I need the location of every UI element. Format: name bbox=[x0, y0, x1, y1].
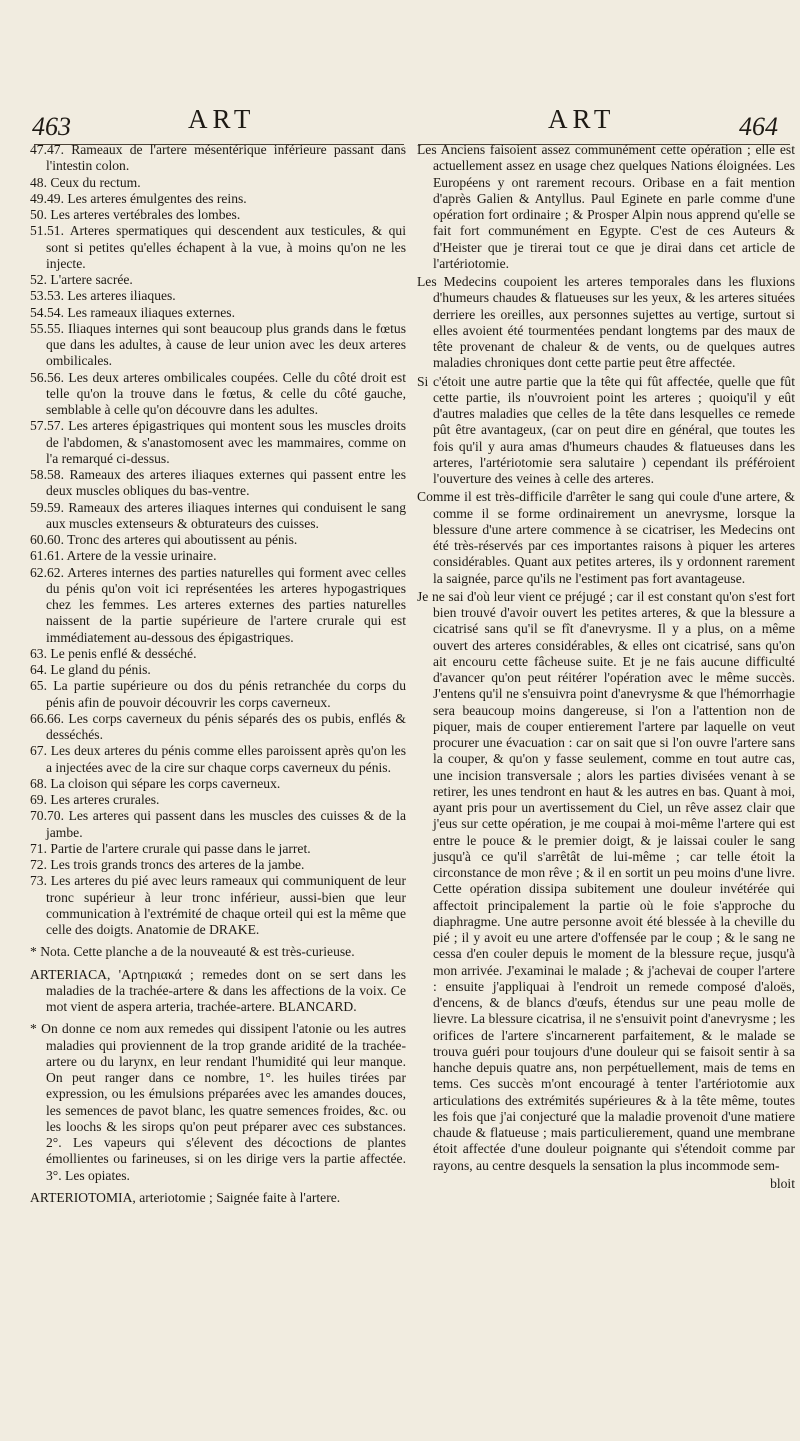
plate-legend-entry: 56.56. Les deux arteres ombilicales coupées. Celle du côté droit est telle qu'on la trouve dans le fœtus, & celle du côté gauche, semblable à celle qu'on découvre dans les adultes. bbox=[30, 369, 406, 417]
plate-legend-entry: 50. Les arteres vertébrales des lombes. bbox=[30, 207, 241, 222]
plate-legend-entry: 60.60. Tronc des arteres qui aboutissent au pénis. bbox=[30, 532, 298, 547]
article-paragraph: Les Medecins coupoient les arteres temporales dans les fluxions d'humeurs chaudes & flatueuses sur les yeux, & les arteres situées derriere les oreilles, aux personnes sujettes au vertige, surtout si elles avoient été tourmentées pendant longtems par des maux de tête provenant de chaleur & de vents, ou de quelques autres maladies chroniques dont cette partie peut être affectée. bbox=[417, 274, 795, 371]
plate-legend-entry: 47.47. Rameaux de l'artere mésentérique inférieure passant dans l'intestin colon. bbox=[30, 142, 406, 174]
plate-legend-entry: 53.53. Les arteres iliaques. bbox=[30, 288, 176, 304]
plate-legend-entry: 71. Partie de l'artere crurale qui passe dans le jarret. bbox=[30, 840, 311, 856]
plate-legend-entry: 61.61. Artere de la vessie urinaire. bbox=[30, 548, 217, 564]
page-header bbox=[0, 100, 800, 140]
plate-legend-entry: 70.70. Les arteres qui passent dans les muscles des cuisses & de la jambe. bbox=[30, 808, 406, 840]
catchword: bloit bbox=[770, 1175, 795, 1191]
article-paragraph: Si c'étoit une autre partie que la tête qui fût affectée, quelle que fût cette partie, ils n'ouvroient point les arteres ; quoiqu'il y eût d'autres maladies que celles de la tête dans lesquelles ce remede pût être avantageux, (car on peut dire en général, que toutes les fois qu'il y aura amas d'humeurs chaudes & flatueuses dans les arteres, l'artériotomie sera salutaire ) cependant ils préféroient l'ouverture des veines à celle des arteres. bbox=[417, 373, 795, 486]
plate-legend-entry: 57.57. Les arteres épigastriques qui montent sous les muscles droits de l'abdomen, & s'anastomosent avec les mammaires, comme on l'a remarqué ci-dessus. bbox=[30, 418, 406, 466]
page-number-right: 464 bbox=[739, 112, 778, 141]
plate-legend-entry: 58.58. Rameaux des arteres iliaques externes qui passent entre les deux muscles obliques du bas-ventre. bbox=[30, 467, 406, 499]
plate-legend-entry: 54.54. Les rameaux iliaques externes. bbox=[30, 304, 235, 320]
arteriaca-note: * On donne ce nom aux remedes qui dissipent l'atonie ou les autres maladies qui proviennent de la trop grande aridité de la trachée-artere ou du larynx, en leur rendant l'humidité qui leur manque. On peut ranger dans ce nombre, 1°. les huiles tirées par expression, ou les émulsions préparées avec les amandes douces, les semences de pavot blanc, les quatre semences froides, &c. ou les loochs & les sirops qu'on peut préparer avec ces substances. 2°. Les vapeurs qui s'élevent des décoctions de plantes émollientes ou farineuses, si on les dirige vers la partie affectée. 3°. Les opiates. bbox=[30, 1021, 406, 1183]
left-column bbox=[30, 142, 406, 1206]
arteriaca-entry: ARTERIACA, 'Αρτηριακά ; remedes dont on se sert dans les maladies de la trachée-artere & dans les affections de la voix. Ce mot vient de aspera arteria, trachée-artere. BLANCARD. bbox=[30, 966, 406, 1014]
plate-legend-entry: 68. La cloison qui sépare les corps caverneux. bbox=[30, 775, 281, 791]
plate-legend-entry: 59.59. Rameaux des arteres iliaques internes qui conduisent le sang aux muscles extenseurs & obturateurs des cuisses. bbox=[30, 499, 406, 531]
nota-entry: * Nota. Cette planche a de la nouveauté & est très-curieuse. bbox=[30, 944, 355, 960]
running-head-right: ART bbox=[548, 104, 616, 134]
plate-legend-entry: 69. Les arteres crurales. bbox=[30, 792, 160, 807]
plate-legend-entry: 73. Les arteres du pié avec leurs rameaux qui communiquent de leur tronc supérieur à leur tronc inférieur, aussi-bien que leur communication à l'extrémité de chaque orteil qui est la même que celle des doigts. Anatomie de DRAKE. bbox=[30, 873, 406, 937]
plate-legend-entry: 63. Le penis enflé & desséché. bbox=[30, 645, 197, 661]
plate-legend-entry: 62.62. Arteres internes des parties naturelles qui forment avec celles du pénis qu'on voit ici représentées les arteres hypogastriques chez les femmes. Les arteres externes des parties naturelles naissent de la partie supérieure de l'artere crurale qui est immédiatement au-dessous des épigastriques. bbox=[30, 564, 406, 645]
plate-legend-entry: 64. Le gland du pénis. bbox=[30, 662, 151, 677]
plate-legend-entry: 51.51. Arteres spermatiques qui descendent aux testicules, & qui sont si petites qu'elles échapent à la vue, à moins qu'on ne les injecte. bbox=[30, 223, 406, 271]
article-paragraph: Les Anciens faisoient assez communément cette opération ; elle est actuellement assez en usage chez quelques Nations éloignées. Les Européens y ont rarement recours. Oribase en a fait mention d'après Galien & Antyllus. Paul Eginete en parle comme d'une opération fort ordinaire ; & Prosper Alpin nous apprend qu'elle se fait fort communément en Egypte. C'est de ces Auteurs & d'Heister que je tirerai tout ce que je dirai dans cet article de l'artériotomie. bbox=[417, 142, 795, 271]
plate-legend-entry: 72. Les trois grands troncs des arteres de la jambe. bbox=[30, 857, 305, 872]
right-column bbox=[417, 142, 795, 1192]
article-paragraph: Comme il est très-difficile d'arrêter le sang qui coule d'une artere, & comme il se forme ordinairement un anevrysme, lorsque la blessure d'une artere commence à se cicatriser, les Medecins ont été très-réservés par ces importantes raisons à piquer les arteres considérables. Quant aux petites arteres, ils y ordonnent rarement la saignée, parce qu'ils ne l'estiment pas fort avantageuse. bbox=[417, 489, 795, 586]
plate-legend-entry: 66.66. Les corps caverneux du pénis séparés des os pubis, enflés & desséchés. bbox=[30, 710, 406, 742]
plate-legend-entry: 55.55. Iliaques internes qui sont beaucoup plus grands dans le fœtus que dans les adultes, à cause de leur union avec les deux arteres ombilicales. bbox=[30, 320, 406, 369]
plate-legend-entry: 49.49. Les arteres émulgentes des reins. bbox=[30, 190, 247, 206]
arteriotomia-entry: ARTERIOTOMIA, arteriotomie ; Saignée faite à l'artere. bbox=[30, 1189, 341, 1205]
article-paragraph: Je ne sai d'où leur vient ce préjugé ; car il est constant qu'on s'est fort bien trouvé d'avoir ouvert les petites arteres, & que la blessure a cicatrisé sans qu'il se fît d'anevrysme. Il y a plus, on a même ouvert des arteres considérables, & elles ont cicatrisé, sans qu'on ait encouru cette fâcheuse suite. Et je ne fais aucune difficulté d'avancer qu'on peut réitérer l'opération avec le même succès. J'entens qu'il ne s'ensuivra point d'anevrysme & que l'hémorrhagie sera beaucoup moins dangereuse, si l'on a l'attention non de piquer, mais de couper entierement l'artere par laquelle on veut procurer une évacuation : car on sait que si l'on ouvre l'artere sans la couper, & qu'on y fasse seulement, comme en tout autre cas, une incision transversale ; alors les parties divisées venant à se retirer, les unes tendront en haut & les autres en bas. Quant à moi, ayant pris pour un avertissement du Ciel, un rêve assez clair que j'eus sur cette opération, je me coupai à moi-même l'artere qui est entre le pouce & le premier doigt, & je laissai couler le sang jusqu'à ce qu'il s'arrêtât de lui-même ; car telle étoit la circonstance de mon rêve ; & il en sortit un peu moins d'une livre. Cette opération dissipa subitement une douleur invétérée qui affectoit principalement la partie où le foie s'approche du diaphragme. Une autre personne avoit été blessée à la cheville du pié ; il y avoit eu une artere d'offensée par le coup ; & le sang ne cessa d'en couler depuis le moment de la blessure reçue, jusqu'à mon arrivée. J'examinai le malade ; & j'achevai de couper l'artere : ensuite j'appliquai à l'endroit un remede composé d'aloës, d'encens, & de blancs d'œufs, étendus sur une peau molle de lievre. La blessure cicatrisa, il ne s'ensuivit point d'anevrysme ; les orifices de l'artere s'incarnerent parfaitement, & le malade se trouva guéri pour toujours d'une douleur qui se faisoit sentir à sa hanche depuis quatre ans, non perpétuellement, mais de tems en tems. Ces succès m'ont encouragé à tenter l'artériotomie aux articulations des extrémités supérieures & à la tête même, toutes les fois que j'ai conjecturé que la maladie provenoit d'une matiere chaude & flatueuse ; mais particulierement, quand une membrane étoit affectée d'une douleur poignante qui s'étendoit comme par rayons, au centre desquels la sensation la plus incommode sem- bbox=[417, 588, 796, 1173]
plate-legend-entry: 52. L'artere sacrée. bbox=[30, 272, 133, 287]
plate-legend-entry: 48. Ceux du rectum. bbox=[30, 174, 141, 190]
page-number-left: 463 bbox=[32, 112, 71, 141]
plate-legend-entry: 65. La partie supérieure ou dos du pénis retranchée du corps du pénis afin de pouvoir découvrir les corps caverneux. bbox=[30, 678, 406, 710]
running-head-left: ART bbox=[188, 104, 256, 134]
plate-legend-entry: 67. Les deux arteres du pénis comme elles paroissent après qu'on les a injectées avec de la cire sur chaque corps caverneux du pénis. bbox=[30, 743, 406, 775]
